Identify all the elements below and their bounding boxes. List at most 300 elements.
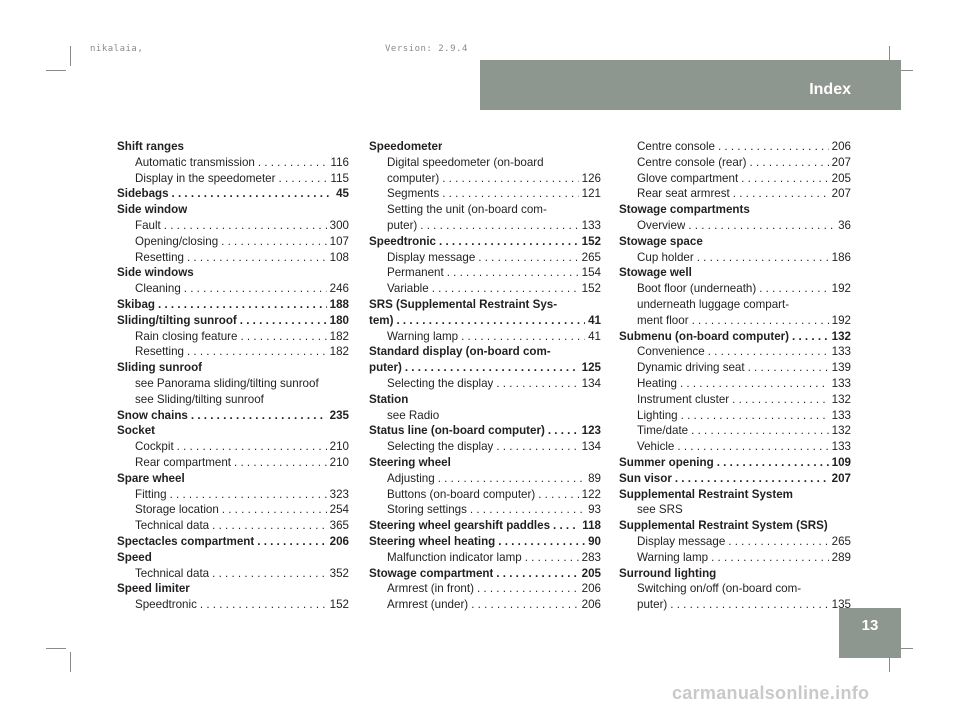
- entry-label: Spare wheel: [117, 471, 185, 485]
- page-reference: 186: [831, 250, 851, 264]
- page-reference: 205: [581, 566, 601, 580]
- entry-label: see Sliding/tilting sunroof: [135, 392, 264, 406]
- entry-label: Switching on/off (on-board com-: [637, 582, 802, 596]
- dot-leader: [200, 597, 327, 613]
- page-reference: 133: [831, 408, 851, 422]
- page-reference: 207: [831, 187, 851, 201]
- dot-leader: [670, 597, 828, 613]
- index-column-2: [369, 139, 601, 613]
- dot-leader: [792, 329, 829, 345]
- index-heading: [117, 471, 349, 487]
- entry-label: Display message: [637, 534, 726, 548]
- entry-label: Speed limiter: [117, 582, 190, 596]
- dot-leader: [718, 139, 829, 155]
- page-reference: 116: [330, 155, 349, 169]
- page-reference: 154: [581, 266, 601, 280]
- dot-leader: [680, 376, 829, 392]
- page-reference: 210: [329, 440, 349, 454]
- dot-leader: [717, 455, 829, 471]
- index-subentry: [117, 455, 349, 471]
- dot-leader: [732, 392, 829, 408]
- index-subentry: [619, 281, 851, 297]
- dot-leader: [688, 218, 835, 234]
- entry-label: Selecting the display: [387, 440, 494, 454]
- page-reference: 206: [831, 140, 851, 153]
- page-reference: 115: [330, 171, 349, 185]
- entry-label: Skibag: [117, 297, 156, 311]
- page-reference: 289: [831, 550, 851, 564]
- entry-label: Snow chains: [117, 408, 188, 422]
- index-subentry: [117, 597, 349, 613]
- entry-label: Armrest (in front): [387, 582, 474, 596]
- dot-leader: [748, 360, 829, 376]
- index-subentry: [619, 597, 851, 613]
- author-meta: nikalaia,: [90, 44, 144, 54]
- index-subentry: [117, 250, 349, 266]
- dot-leader: [221, 234, 327, 250]
- index-heading: [369, 234, 601, 250]
- entry-label: Stowage well: [619, 266, 692, 280]
- index-heading: [619, 455, 851, 471]
- index-subentry: [619, 186, 851, 202]
- index-subentry: [117, 392, 349, 408]
- index-subentry: [619, 534, 851, 550]
- index-subentry: [619, 313, 851, 329]
- entry-label: Technical data: [135, 519, 210, 533]
- index-heading: [619, 202, 851, 218]
- section-title: Index: [480, 60, 901, 110]
- dot-leader: [711, 550, 829, 566]
- page-reference: 254: [329, 503, 349, 517]
- index-subentry: [619, 439, 851, 455]
- entry-label: Supplemental Restraint System: [619, 487, 793, 501]
- crop-mark: [46, 648, 66, 649]
- entry-label: Warning lamp: [387, 329, 459, 343]
- page-reference: 133: [581, 218, 601, 232]
- index-subentry: [619, 408, 851, 424]
- dot-leader: [681, 408, 829, 424]
- dot-leader: [470, 502, 585, 518]
- index-subentry: [117, 566, 349, 582]
- entry-label: Centre console (rear): [637, 155, 747, 169]
- entry-label: Side window: [117, 203, 188, 217]
- entry-label: Variable: [387, 282, 429, 296]
- index-subentry: [619, 360, 851, 376]
- dot-leader: [728, 534, 828, 550]
- dot-leader: [234, 455, 327, 471]
- dot-leader: [478, 250, 578, 266]
- entry-label: Malfunction indicator lamp: [387, 550, 522, 564]
- dot-leader: [258, 155, 328, 171]
- dot-leader: [697, 250, 829, 266]
- entry-label: puter): [637, 598, 668, 612]
- page-reference: 132: [831, 392, 851, 406]
- index-heading: [369, 344, 601, 360]
- page-reference: 246: [329, 282, 349, 296]
- page-reference: 192: [831, 313, 851, 327]
- index-heading: [117, 408, 349, 424]
- dot-leader: [172, 186, 334, 202]
- dot-leader: [439, 234, 579, 250]
- dot-leader: [750, 155, 829, 171]
- page-reference: 135: [831, 598, 851, 612]
- index-subentry: [619, 392, 851, 408]
- dot-leader: [442, 171, 578, 187]
- page-reference: 283: [581, 550, 601, 564]
- dot-leader: [212, 518, 327, 534]
- entry-label: Speedtronic: [369, 234, 436, 248]
- index-subentry: [619, 139, 851, 155]
- entry-label: Sliding/tilting sunroof: [117, 313, 237, 327]
- index-subentry: [369, 171, 601, 187]
- index-subentry: [369, 597, 601, 613]
- dot-leader: [442, 186, 578, 202]
- index-subentry: [619, 502, 851, 518]
- entry-label: Heating: [637, 376, 677, 390]
- index-heading: [619, 329, 851, 345]
- entry-label: puter): [369, 361, 402, 375]
- entry-label: Warning lamp: [637, 550, 709, 564]
- entry-label: Instrument cluster: [637, 392, 730, 406]
- entry-label: Automatic transmission: [135, 155, 255, 169]
- entry-label: Summer opening: [619, 455, 714, 469]
- page-number: 13: [839, 608, 901, 658]
- index-subentry: [117, 329, 349, 345]
- dot-leader: [447, 265, 579, 281]
- page-reference: 41: [588, 313, 601, 327]
- index-heading: [117, 550, 349, 566]
- page-reference: 118: [582, 519, 601, 533]
- index-subentry: [619, 297, 851, 313]
- entry-label: puter): [387, 218, 418, 232]
- dot-leader: [691, 423, 829, 439]
- watermark: carmanualsonline.info: [672, 683, 870, 703]
- entry-label: Steering wheel: [369, 455, 451, 469]
- entry-label: Supplemental Restraint System (SRS): [619, 519, 828, 533]
- index-column-1: [117, 139, 349, 613]
- index-heading: [117, 297, 349, 313]
- index-subentry: [369, 376, 601, 392]
- index-subentry: [369, 581, 601, 597]
- dot-leader: [177, 439, 327, 455]
- page-reference: 206: [581, 598, 601, 612]
- entry-label: Digital speedometer (on-board: [387, 155, 544, 169]
- entry-label: Cup holder: [637, 250, 694, 264]
- dot-leader: [692, 313, 829, 329]
- entry-label: Buttons (on-board computer): [387, 487, 536, 501]
- page-reference: 180: [329, 313, 349, 327]
- index-subentry: [369, 439, 601, 455]
- page-reference: 182: [329, 345, 349, 359]
- page-reference: 235: [329, 408, 349, 422]
- entry-label: Spectacles compartment: [117, 534, 255, 548]
- dot-leader: [496, 566, 578, 582]
- index-heading: [117, 423, 349, 439]
- page-reference: 206: [581, 582, 601, 596]
- entry-label: Boot floor (underneath): [637, 282, 757, 296]
- dot-leader: [240, 329, 326, 345]
- index-heading: [619, 471, 851, 487]
- entry-label: Status line (on-board computer): [369, 424, 545, 438]
- entry-label: Stowage compartment: [369, 566, 494, 580]
- index-heading: [369, 360, 601, 376]
- index-heading: [117, 313, 349, 329]
- entry-label: Sliding sunroof: [117, 361, 203, 375]
- entry-label: see SRS: [637, 503, 683, 517]
- index-heading: [369, 518, 601, 534]
- entry-label: Resetting: [135, 250, 184, 264]
- dot-leader: [212, 566, 327, 582]
- entry-label: SRS (Supplemental Restraint Sys-: [369, 297, 558, 311]
- page-reference: 134: [581, 440, 601, 454]
- index-subentry: [369, 155, 601, 171]
- index-subentry: [369, 487, 601, 503]
- page-reference: 205: [831, 171, 851, 185]
- entry-label: Technical data: [135, 566, 210, 580]
- index-subentry: [117, 171, 349, 187]
- page-reference: 90: [588, 534, 601, 548]
- page-reference: 352: [329, 566, 349, 580]
- index-heading: [619, 518, 851, 534]
- entry-label: Glove compartment: [637, 171, 739, 185]
- crop-mark: [46, 70, 66, 71]
- index-subentry: [369, 218, 601, 234]
- entry-label: Speedtronic: [135, 598, 197, 612]
- index-subentry: [369, 265, 601, 281]
- page-reference: 323: [329, 487, 349, 501]
- dot-leader: [279, 171, 328, 187]
- entry-label: Lighting: [637, 408, 678, 422]
- dot-leader: [187, 250, 327, 266]
- entry-label: Stowage compartments: [619, 203, 750, 217]
- entry-label: computer): [387, 171, 440, 185]
- entry-label: Adjusting: [387, 471, 435, 485]
- dot-leader: [187, 344, 327, 360]
- entry-label: Submenu (on-board computer): [619, 329, 790, 343]
- index-subentry: [369, 329, 601, 345]
- page-reference: 93: [588, 503, 601, 517]
- entry-label: Display message: [387, 250, 476, 264]
- index-heading: [369, 566, 601, 582]
- dot-leader: [477, 581, 579, 597]
- page-reference: 109: [831, 455, 851, 469]
- index-subentry: [369, 471, 601, 487]
- page-reference: 122: [581, 487, 601, 501]
- page-reference: 133: [831, 345, 851, 359]
- page-reference: 133: [831, 376, 851, 390]
- index-heading: [369, 297, 601, 313]
- dot-leader: [184, 281, 327, 297]
- entry-label: see Radio: [387, 408, 440, 422]
- index-subentry: [117, 487, 349, 503]
- dot-leader: [677, 439, 828, 455]
- index-subentry: [369, 186, 601, 202]
- page-reference: 126: [581, 171, 601, 185]
- entry-label: Standard display (on-board com-: [369, 345, 551, 359]
- index-subentry: [117, 439, 349, 455]
- dot-leader: [420, 218, 578, 234]
- page-reference: 192: [831, 282, 851, 296]
- entry-label: Permanent: [387, 266, 444, 280]
- dot-leader: [191, 408, 327, 424]
- dot-leader: [170, 487, 327, 503]
- entry-label: Speed: [117, 550, 152, 564]
- index-subentry: [619, 155, 851, 171]
- crop-mark: [70, 46, 71, 66]
- page-reference: 133: [831, 440, 851, 454]
- index-heading: [369, 139, 601, 155]
- page-reference: 134: [581, 376, 601, 390]
- index-subentry: [117, 234, 349, 250]
- page-reference: 206: [329, 534, 349, 548]
- index-subentry: [619, 344, 851, 360]
- entry-label: Shift ranges: [117, 140, 184, 153]
- entry-label: Selecting the display: [387, 376, 494, 390]
- index-subentry: [619, 250, 851, 266]
- entry-label: Armrest (under): [387, 598, 469, 612]
- index-heading: [117, 202, 349, 218]
- entry-label: Side windows: [117, 266, 194, 280]
- index-subentry: [619, 581, 851, 597]
- dot-leader: [553, 518, 579, 534]
- dot-leader: [432, 281, 579, 297]
- page-reference: 152: [581, 234, 601, 248]
- page-reference: 45: [336, 187, 349, 201]
- page-reference: 152: [329, 598, 349, 612]
- index-subentry: [117, 344, 349, 360]
- page-reference: 207: [831, 471, 851, 485]
- entry-label: Opening/closing: [135, 234, 219, 248]
- page-reference: 265: [581, 250, 601, 264]
- entry-label: Stowage space: [619, 234, 703, 248]
- crop-mark: [70, 652, 71, 672]
- dot-leader: [741, 171, 828, 187]
- index-heading: [117, 139, 349, 155]
- entry-label: Sidebags: [117, 187, 169, 201]
- index-subentry: [369, 550, 601, 566]
- dot-leader: [733, 186, 829, 202]
- index-subentry: [117, 155, 349, 171]
- entry-label: Convenience: [637, 345, 705, 359]
- index-heading: [369, 455, 601, 471]
- dot-leader: [496, 439, 578, 455]
- index-subentry: [117, 218, 349, 234]
- entry-label: tem): [369, 313, 394, 327]
- entry-label: Rain closing feature: [135, 329, 238, 343]
- index-subentry: [117, 502, 349, 518]
- index-heading: [117, 186, 349, 202]
- index-heading: [369, 313, 601, 329]
- index-column-3: [619, 139, 851, 613]
- dot-leader: [498, 534, 585, 550]
- dot-leader: [538, 487, 578, 503]
- page-reference: 41: [588, 329, 601, 343]
- index-subentry: [619, 171, 851, 187]
- index-subentry: [619, 423, 851, 439]
- entry-label: Vehicle: [637, 440, 675, 454]
- entry-label: Sun visor: [619, 471, 672, 485]
- index-heading: [619, 566, 851, 582]
- entry-label: underneath luggage compart-: [637, 297, 790, 311]
- entry-label: Steering wheel heating: [369, 534, 496, 548]
- dot-leader: [708, 344, 829, 360]
- dot-leader: [405, 360, 579, 376]
- page-reference: 265: [831, 534, 851, 548]
- dot-leader: [759, 281, 828, 297]
- entry-label: Segments: [387, 187, 440, 201]
- dot-leader: [257, 534, 326, 550]
- index-heading: [369, 423, 601, 439]
- entry-label: Rear compartment: [135, 455, 232, 469]
- dot-leader: [240, 313, 327, 329]
- index-heading: [117, 534, 349, 550]
- entry-label: Socket: [117, 424, 156, 438]
- index-subentry: [369, 202, 601, 218]
- dot-leader: [548, 423, 579, 439]
- index-subentry: [369, 281, 601, 297]
- entry-label: Fitting: [135, 487, 167, 501]
- index-heading: [619, 234, 851, 250]
- page-reference: 125: [581, 361, 601, 375]
- index-heading: [369, 392, 601, 408]
- index-heading: [117, 360, 349, 376]
- dot-leader: [158, 297, 327, 313]
- entry-label: Dynamic driving seat: [637, 361, 745, 375]
- page-reference: 207: [831, 155, 851, 169]
- entry-label: Rear seat armrest: [637, 187, 730, 201]
- page-reference: 300: [329, 218, 349, 232]
- index-subentry: [369, 408, 601, 424]
- index-heading: [117, 265, 349, 281]
- entry-label: Fault: [135, 218, 161, 232]
- page-reference: 108: [329, 250, 349, 264]
- page-reference: 132: [831, 329, 851, 343]
- entry-label: Storage location: [135, 503, 219, 517]
- dot-leader: [461, 329, 585, 345]
- entry-label: Resetting: [135, 345, 184, 359]
- entry-label: Cleaning: [135, 282, 181, 296]
- dot-leader: [496, 376, 578, 392]
- version-meta: Version: 2.9.4: [385, 44, 468, 54]
- entry-label: Cockpit: [135, 440, 174, 454]
- entry-label: Centre console: [637, 140, 715, 153]
- page-reference: 107: [329, 234, 349, 248]
- entry-label: Surround lighting: [619, 566, 717, 580]
- page-reference: 132: [831, 424, 851, 438]
- index-subentry: [117, 281, 349, 297]
- index-subentry: [619, 218, 851, 234]
- page-reference: 188: [329, 297, 349, 311]
- page-reference: 121: [581, 187, 601, 201]
- index-subentry: [369, 502, 601, 518]
- entry-label: Storing settings: [387, 503, 467, 517]
- entry-label: Setting the unit (on-board com-: [387, 203, 547, 217]
- index-heading: [117, 581, 349, 597]
- page-reference: 365: [329, 519, 349, 533]
- entry-label: Display in the speedometer: [135, 171, 276, 185]
- page-reference: 36: [838, 218, 851, 232]
- entry-label: Station: [369, 392, 409, 406]
- entry-label: Speedometer: [369, 140, 443, 153]
- dot-leader: [675, 471, 829, 487]
- index-subentry: [117, 376, 349, 392]
- dot-leader: [471, 597, 578, 613]
- entry-label: see Panorama sliding/tilting sunroof: [135, 376, 319, 390]
- page-reference: 182: [329, 329, 349, 343]
- entry-label: Steering wheel gearshift paddles: [369, 519, 551, 533]
- index-heading: [619, 487, 851, 503]
- page-reference: 139: [831, 361, 851, 375]
